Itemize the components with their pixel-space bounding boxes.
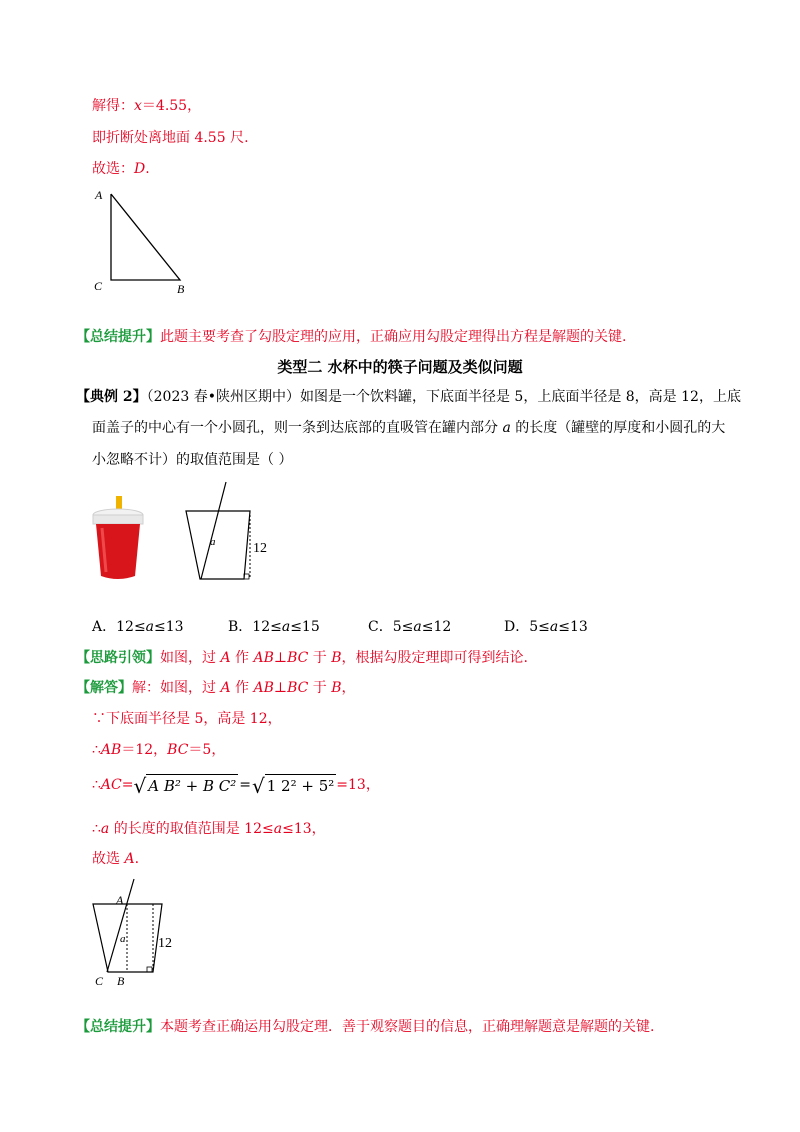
answer-var: AB <box>253 680 274 696</box>
point-label-a: A <box>95 188 103 202</box>
therefore-line-3 <box>92 819 326 839</box>
answer-var: a <box>273 821 283 837</box>
option-b[interactable] <box>228 617 320 637</box>
sqrt-icon: √ <box>252 773 265 798</box>
equals-sign: = <box>239 777 251 793</box>
choose-end: . <box>145 161 150 177</box>
therefore-line-1 <box>92 740 225 760</box>
answer-var: B <box>331 680 342 696</box>
cup-diagram <box>180 478 280 586</box>
option-letter: B． <box>228 619 253 635</box>
option-variable: a <box>413 619 422 635</box>
section-title: 类型二 水杯中的筷子问题及类似问题 <box>277 358 523 376</box>
example-text-1: （2023 春•陕州区期中）如图是一个饮料罐，下底面半径是 5，上底面半径是 8，高是 12，上底 <box>146 389 741 405</box>
meaning-line: 即折断处离地面 4.55 尺. <box>92 130 249 146</box>
example-line-2 <box>92 418 725 438</box>
answer-text: 的长度的取值范围是 12≤ <box>109 821 274 837</box>
sqrt-2 <box>252 774 336 797</box>
answer-var: AC <box>100 777 122 793</box>
hint-text: 作 <box>230 650 254 666</box>
answer-text: ＝12， <box>121 742 168 758</box>
summary-tag: 【总结提升】 <box>76 329 160 345</box>
answer-text: ≤13， <box>282 821 326 837</box>
radicand-2: 1 2² + 5² <box>265 774 337 797</box>
option-variable: a <box>281 619 291 635</box>
answer-text: ， <box>341 680 356 696</box>
option-right: ≤13 <box>558 619 588 635</box>
option-letter: A． <box>92 619 117 635</box>
label-a: a <box>120 933 126 945</box>
choose-label: 故选 <box>92 851 125 867</box>
cup-outline <box>186 511 250 579</box>
point-label-c: C <box>94 279 103 293</box>
example-line-3: 小忽略不计）的取值范围是（ ） <box>92 452 293 468</box>
option-left: 5≤ <box>392 619 414 635</box>
hint-var: B <box>331 650 342 666</box>
hint-text: ⊥ <box>273 650 288 666</box>
solve-result: ＝4.55， <box>141 98 202 114</box>
formula-result: =13， <box>336 777 380 793</box>
answer-var: A <box>220 680 231 696</box>
example-tag: 【典例 2】 <box>76 389 147 405</box>
summary-tag: 【总结提升】 <box>76 1019 160 1035</box>
option-c[interactable] <box>368 617 451 637</box>
triangle-figure <box>88 186 198 298</box>
label-12: 12 <box>253 541 267 556</box>
hint-var: AB <box>253 650 274 666</box>
solve-variable: x <box>134 98 142 114</box>
hint-text: ，根据勾股定理即可得到结论. <box>341 650 528 666</box>
solution-diagram <box>88 876 198 992</box>
summary-text: 本题考查正确运用勾股定理．善于观察题目的信息，正确理解题意是解题的关键. <box>160 1019 655 1035</box>
option-left: 12≤ <box>116 619 146 635</box>
answer-tag: 【解答】 <box>76 680 132 696</box>
answer-var: AB <box>100 742 122 758</box>
choose-answer: D <box>134 161 146 177</box>
summary-2 <box>76 1017 654 1037</box>
option-letter: C． <box>368 619 393 635</box>
therefore-symbol: ∴ <box>92 777 101 793</box>
summary-text: 此题主要考查了勾股定理的应用，正确应用勾股定理得出方程是解题的关键. <box>160 329 627 345</box>
choose-end: . <box>134 851 140 867</box>
answer-intro <box>76 678 356 698</box>
hint-var: BC <box>287 650 309 666</box>
option-left: 5≤ <box>529 619 550 635</box>
option-variable: a <box>549 619 559 635</box>
therefore-symbol: ∴ <box>92 742 101 758</box>
right-angle-mark <box>147 967 152 972</box>
solve-label: 解得： <box>92 98 134 114</box>
option-left: 12≤ <box>252 619 282 635</box>
point-label-b: B <box>117 974 125 988</box>
answer-text: 解：如图，过 <box>132 680 221 696</box>
therefore-symbol: ∴ <box>92 821 101 837</box>
hint-text: 于 <box>308 650 332 666</box>
example-text-2b: 的长度（罐壁的厚度和小圆孔的大 <box>510 420 726 436</box>
because-line: ∵下底面半径是 5，高是 12， <box>92 711 282 727</box>
radicand-1: A B² + B C² <box>146 774 238 797</box>
hint-line <box>76 648 528 668</box>
straw-line <box>201 482 226 579</box>
option-d[interactable] <box>504 617 588 637</box>
option-right: ≤12 <box>421 619 452 635</box>
example-variable: a <box>502 420 511 436</box>
hint-text: 如图，过 <box>160 650 221 666</box>
cup-lid <box>93 515 143 524</box>
answer-text: 作 <box>230 680 254 696</box>
choose-label: 故选： <box>92 161 134 177</box>
formula-line <box>92 772 380 798</box>
answer-text: ⊥ <box>273 680 288 696</box>
point-label-c: C <box>95 974 104 988</box>
option-right: ≤15 <box>290 619 320 635</box>
triangle-outline <box>111 194 180 280</box>
solve-line <box>92 96 201 116</box>
choose-line-2 <box>92 849 139 869</box>
option-variable: a <box>145 619 155 635</box>
choose-line-1 <box>92 159 150 179</box>
label-12: 12 <box>158 936 172 951</box>
cup-illustration <box>88 494 154 584</box>
summary-1 <box>76 327 626 347</box>
answer-text: ＝5， <box>188 742 226 758</box>
equals-sign: = <box>121 777 134 793</box>
choose-answer: A <box>124 851 135 867</box>
example-text-2a: 面盖子的中心有一个小圆孔，则一条到达底部的直吸管在罐内部分 <box>92 420 503 436</box>
sqrt-icon: √ <box>133 773 147 798</box>
answer-var: a <box>100 821 110 837</box>
label-a: a <box>210 536 216 548</box>
sqrt-1 <box>133 774 238 797</box>
option-right: ≤13 <box>154 619 184 635</box>
point-label-b: B <box>177 282 185 296</box>
hint-var: A <box>220 650 231 666</box>
option-letter: D． <box>504 619 530 635</box>
answer-text: 于 <box>308 680 332 696</box>
answer-var: BC <box>287 680 309 696</box>
hint-tag: 【思路引领】 <box>76 650 160 666</box>
point-label-a: A <box>116 893 124 907</box>
answer-var: BC <box>167 742 189 758</box>
option-a[interactable] <box>92 617 184 637</box>
example-line-1 <box>76 387 741 407</box>
